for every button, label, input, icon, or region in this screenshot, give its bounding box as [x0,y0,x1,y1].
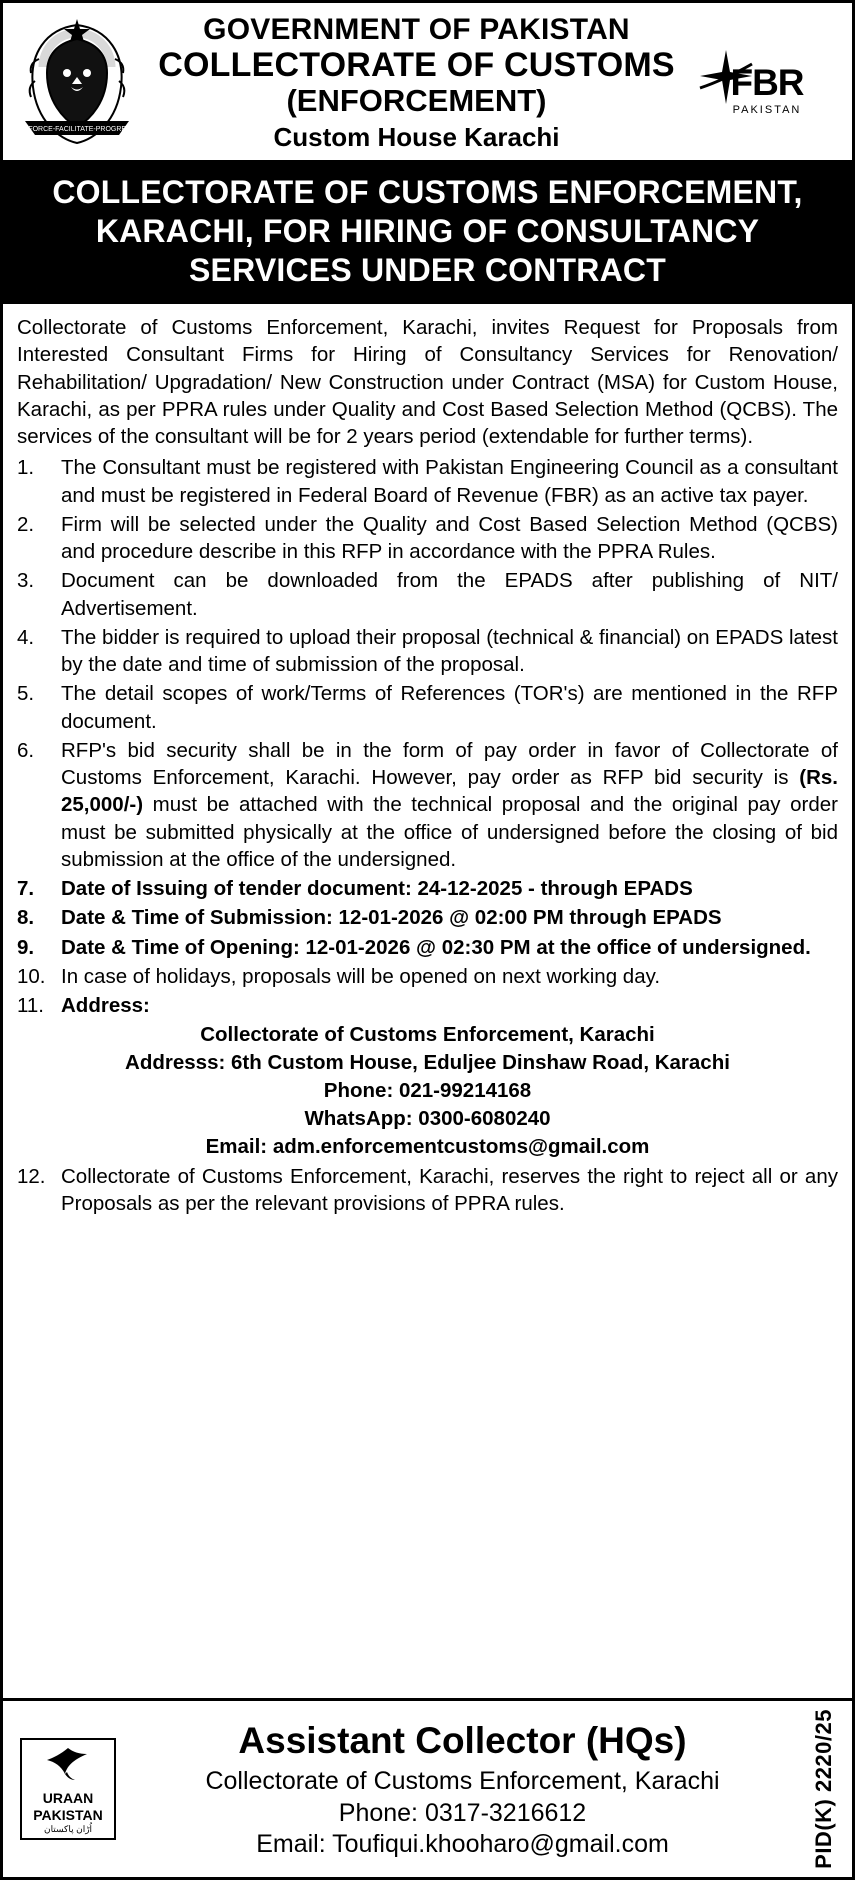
item-number: 4. [17,625,35,649]
header-titles [141,13,692,153]
item-text: The Consultant must be registered with Pakistan Engineering Council as a consultant and must be registered in Federal Board of Revenue (FBR) as an active tax payer. [61,456,838,507]
advertisement-banner-title: COLLECTORATE OF CUSTOMS ENFORCEMENT, KARACHI, FOR HIRING OF CONSULTANCY SERVICES UNDER CONTRACT [3,163,852,304]
uraan-name-line2: PAKISTAN [33,1806,103,1823]
item-number: 2. [17,512,35,536]
fbr-logo-text: FBR [730,61,804,103]
document-header [3,3,852,163]
list-item [17,904,838,931]
item-number: 10. [17,964,46,988]
item-text-part2: must be attached with the technical proposal and the original pay order must be submitted physically at the office of undersigned before the closing of bid submission at the office of the undersigned. [61,793,838,871]
address-whatsapp: WhatsApp: 0300-6080240 [304,1106,551,1130]
intro-paragraph: Collectorate of Customs Enforcement, Karachi, invites Request for Proposals from Interested Consultant Firms for Hiring of Consultancy Services for Renovation/ Rehabilitation/ Upgradation/ New Construction under Contract (MSA) for Custom House, Karachi, as per PPRA rules under Quality and Cost Based Selection Method (QCBS). The services of the consultant will be for 2 years period (extendable for further terms). [17,316,838,449]
uraan-pakistan-bird-icon [43,1744,93,1784]
pid-text: PID(K) 2220/25 [811,1709,836,1869]
list-item [17,511,838,566]
issuing-date-text: Date of Issuing of tender document: 24-12-2025 - through EPADS [61,877,693,901]
list-item [17,680,838,735]
address-phone: Phone: 021-99214168 [323,1079,532,1103]
item-text: The detail scopes of work/Terms of References (TOR's) are mentioned in the RFP document. [61,682,838,733]
enforcement-line: (ENFORCEMENT) [286,83,547,119]
submission-datetime-text: Date & Time of Submission: 12-01-2026 @ 02:00 PM through EPADS [61,906,722,930]
address-block [17,1021,838,1160]
item-text-part1: RFP's bid security shall be in the form of pay order in favor of Collectorate of Customs Enforcement, Karachi. However, pay order as RFP bid security is [61,738,838,790]
address-heading: Address: [61,994,150,1018]
address-street: Addresss: 6th Custom House, Eduljee Dinshaw Road, Karachi [125,1051,730,1075]
list-item [17,992,838,1019]
item-number: 8. [17,906,35,930]
item-number: 3. [17,569,35,593]
advertisement-body [3,304,852,1698]
fbr-logo [692,48,842,118]
uraan-urdu-text: اُڑان پاکستان [43,1824,93,1835]
item-text: Firm will be selected under the Quality and Cost Based Selection Method (QCBS) and procedure describe in this RFP in accordance with the PPRA Rules. [61,512,838,564]
list-item [17,875,838,902]
signatory-phone: Phone: 0317-3216612 [338,1798,587,1827]
uraan-name-line1: URAAN [42,1789,94,1806]
item-text: Document can be downloaded from the EPADS after publishing of NIT/ Advertisement. [61,569,838,620]
signatory-block [123,1718,802,1860]
collectorate-line: COLLECTORATE OF CUSTOMS [158,46,675,85]
item-text: The bidder is required to upload their proposal (technical & financial) on EPADS latest by the date and time of submission of the proposal. [61,625,838,677]
item-text: In case of holidays, proposals will be opened on next working day. [61,964,661,988]
item-number: 1. [17,456,35,480]
list-item [17,1163,838,1218]
item-number: 5. [17,682,35,706]
item-number: 12. [17,1164,46,1188]
item-number: 7. [17,877,35,901]
signatory-title: Assistant Collector (HQs) [238,1720,687,1762]
item-number: 11. [17,994,44,1018]
opening-datetime-text: Date & Time of Opening: 12-01-2026 @ 02:30 PM at the office of undersigned. [61,935,811,959]
list-item [17,737,838,873]
signatory-office: Collectorate of Customs Enforcement, Karachi [205,1767,720,1796]
item-text: Collectorate of Customs Enforcement, Karachi, reserves the right to reject all or any Proposals as per the relevant provisions of PPRA rules. [61,1164,838,1215]
list-item [17,963,838,990]
list-item [17,454,838,509]
address-email: Email: adm.enforcementcustoms@gmail.com [205,1134,650,1158]
government-line: GOVERNMENT OF PAKISTAN [203,12,630,46]
terms-list [17,454,838,1019]
fbr-logo-sub: PAKISTAN [732,103,802,116]
pid-number [802,1709,846,1869]
pakistan-customs-crest-icon [13,17,141,149]
item-number: 9. [17,935,35,959]
terms-list-continued [17,1163,838,1218]
item-number: 6. [17,738,35,762]
signatory-email: Email: Toufiqui.khooharo@gmail.com [256,1829,669,1858]
item-text-composite [61,737,838,873]
svg-text:ENFORCE-FACILITATE-PROGRESS: ENFORCE-FACILITATE-PROGRESS [18,125,136,133]
document-footer [3,1698,852,1877]
list-item [17,567,838,622]
custom-house-line: Custom House Karachi [273,122,560,153]
bid-security-amount: (Rs. 25,000/-) [61,766,838,817]
list-item [17,624,838,679]
uraan-pakistan-logo [13,1738,123,1840]
list-item [17,934,838,961]
address-office: Collectorate of Customs Enforcement, Karachi [200,1023,655,1047]
